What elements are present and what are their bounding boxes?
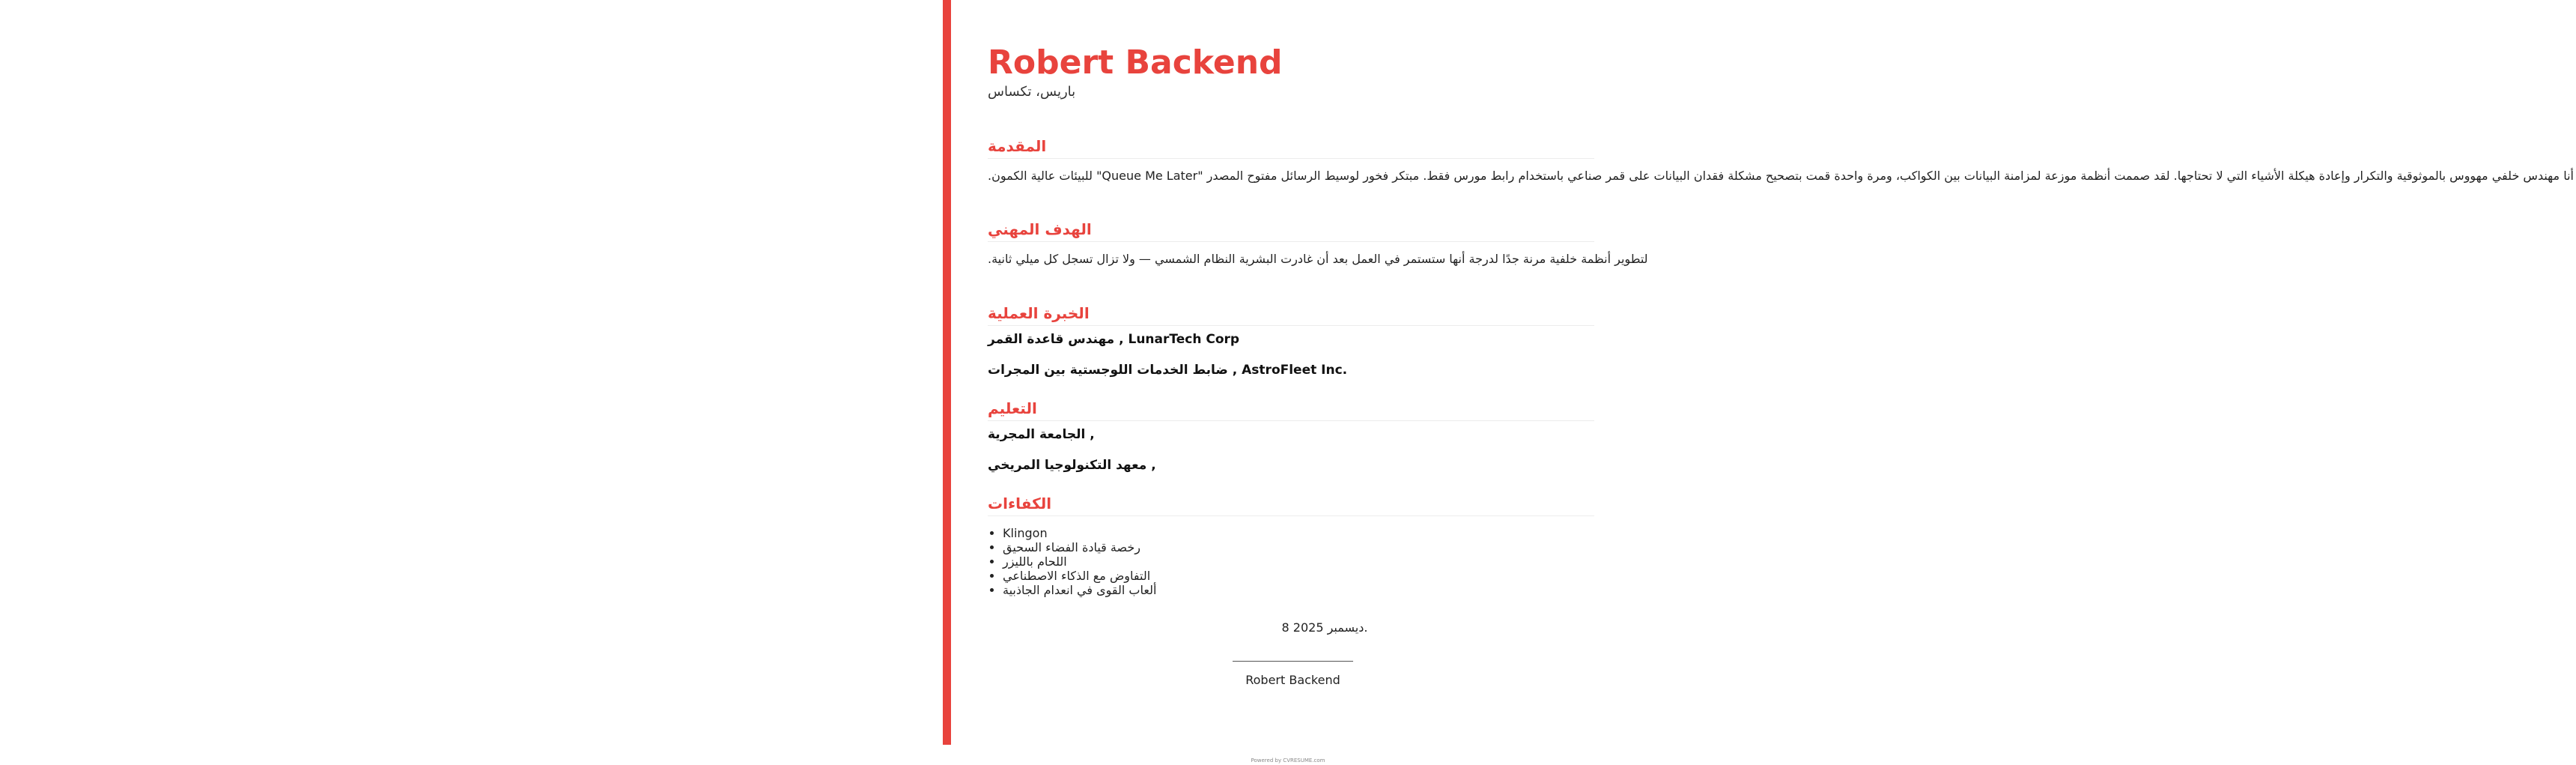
resume-location: باريس، تكساس — [988, 84, 1076, 100]
education-item: الجامعة المجرية , — [988, 427, 1095, 442]
accent-bar — [943, 0, 951, 745]
resume-name: Robert Backend — [988, 43, 1283, 82]
experience-item: ضابط الخدمات اللوجستية بين المجرات , AstroFleet Inc. — [988, 363, 1348, 378]
experience-item: مهندس قاعدة القمر , LunarTech Corp — [988, 332, 1240, 347]
skill-item: • Klingon — [1003, 526, 1156, 540]
objective-text: لتطوير أنظمة خلفية مرنة جدًا لدرجة أنها ستستمر في العمل بعد أن غادرت البشرية النظام الشمسي — ولا تزال تسجل كل ميلي ثانية. — [988, 252, 1648, 266]
section-title-objective: الهدف المهني — [988, 219, 1594, 242]
footer-credit[interactable]: Powered by CVRESUME.com — [1251, 758, 1325, 764]
signature-line — [1233, 661, 1353, 662]
section-title-experience: الخبرة العملية — [988, 303, 1594, 326]
signature-date: 8 ديسمبر 2025. — [1281, 620, 1368, 635]
skill-item: • ألعاب القوى في انعدام الجاذبية — [1003, 583, 1156, 597]
skill-item: • رخصة قيادة الفضاء السحيق — [1003, 540, 1156, 554]
section-title-education: التعليم — [988, 398, 1594, 421]
skills-list — [988, 526, 1156, 597]
section-title-skills: الكفاءات — [988, 493, 1594, 516]
skill-item: • التفاوض مع الذكاء الاصطناعي — [1003, 569, 1156, 583]
intro-text: أنا مهندس خلفي مهووس بالموثوقية والتكرار وإعادة هيكلة الأشياء التي لا تحتاجها. لقد صممت أنظمة موزعة لمزامنة البيانات بين الكواكب، ومرة واحدة قمت بتصحيح مشكلة فقدان البيانات على قمر صناعي باستخدام رابط مورس فقط. مبتكر فخور لوسيط الرسائل مفتوح المصدر "Queue Me Later" للبيئات عالية الكمون. — [988, 169, 2574, 183]
education-item: معهد التكنولوجيا المريخي , — [988, 458, 1156, 473]
signature-name: Robert Backend — [1245, 673, 1340, 687]
skill-item: • اللحام بالليزر — [1003, 554, 1156, 569]
section-title-intro: المقدمة — [988, 136, 1594, 159]
